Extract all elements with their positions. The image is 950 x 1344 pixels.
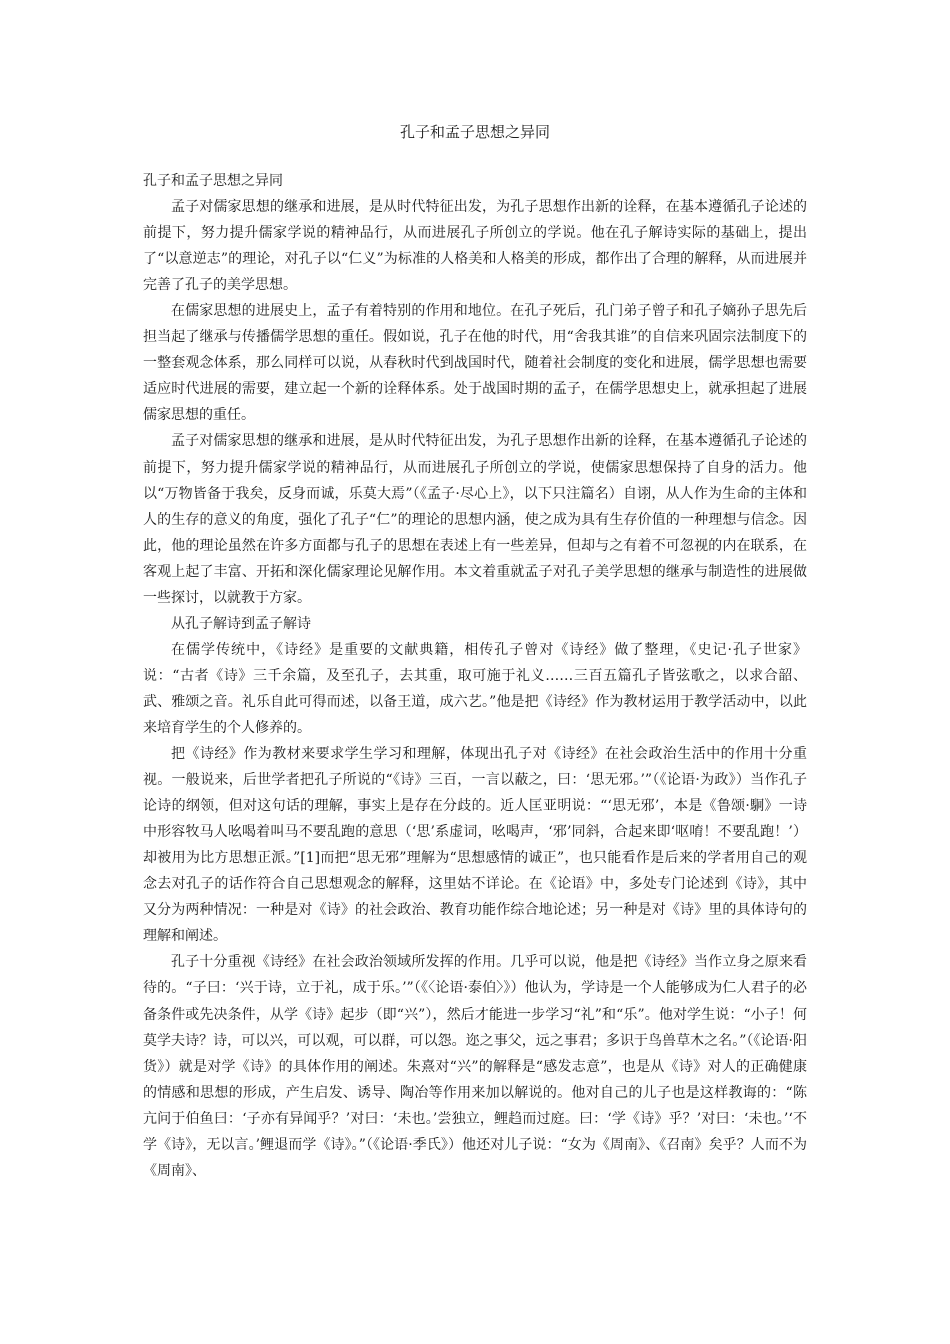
paragraph: 把《诗经》作为教材来要求学生学习和理解，体现出孔子对《诗经》在社会政治生活中的作用十分重视。一般说来，后世学者把孔子所说的“《诗》三百，一言以蔽之，曰：‘思无邪。’”（《论语·为政》）当作孔子论诗的纲领，但对这句话的理解，事实上是存在分歧的。近人匡亚明说：“‘思无邪’，本是《鲁颂·駉》一诗中形容牧马人吆喝着叫马不要乱跑的意思（‘思’系虚词，吆喝声，‘邪’同斜，合起来即‘呕唷！不要乱跑！’）却被用为比方思想正派。”[1]而把“思无邪”理解为“思想感情的诚正”，也只能看作是后来的学者用自己的观念去对孔子的话作符合自己思想观念的解释，这里姑不详论。在《论语》中，多处专门论述到《诗》，其中又分为两种情况：一种是对《诗》的社会政治、教育功能作综合地论述；另一种是对《诗》里的具体诗句的理解和阐述。 bbox=[143, 746, 807, 945]
paragraph: 孟子对儒家思想的继承和进展，是从时代特征出发，为孔子思想作出新的诠释，在基本遵循孔子论述的前提下，努力提升儒家学说的精神品行，从而进展孔子所创立的学说。他在孔子解诗实际的基础上，提出了“以意逆志”的理论，对孔子以“仁义”为标准的人格美和人格美的形成，都作出了合理的解释，从而进展并完善了孔子的美学思想。 bbox=[143, 199, 807, 294]
paragraph: 在儒学传统中，《诗经》是重要的文献典籍，相传孔子曾对《诗经》做了整理，《史记·孔子世家》说：“古者《诗》三千余篇，及至孔子，去其重，取可施于礼义……三百五篇孔子皆弦歌之，以求合韶、武、雅颂之音。礼乐自此可得而述，以备王道，成六艺。”他是把《诗经》作为教材运用于教学活动中，以此来培育学生的个人修养的。 bbox=[143, 641, 807, 736]
section-heading: 从孔子解诗到孟子解诗 bbox=[171, 615, 311, 632]
paragraph: 在儒家思想的进展史上，孟子有着特别的作用和地位。在孔子死后，孔门弟子曾子和孔子嫡孙子思先后担当起了继承与传播儒学思想的重任。假如说，孔子在他的时代，用“舍我其谁”的自信来巩固宗法制度下的一整套观念体系，那么同样可以说，从春秋时代到战国时代，随着社会制度的变化和进展，儒学思想也需要适应时代进展的需要，建立起一个新的诠释体系。处于战国时期的孟子，在儒学思想史上，就承担起了进展儒家思想的重任。 bbox=[143, 303, 807, 424]
paragraph: 孟子对儒家思想的继承和进展，是从时代特征出发，为孔子思想作出新的诠释，在基本遵循孔子论述的前提下，努力提升儒家学说的精神品行，从而进展孔子所创立的学说，使儒家思想保持了自身的活力。他以“万物皆备于我矣，反身而诚，乐莫大焉”（《孟子·尽心上》，以下只注篇名）自诩，从人作为生命的主体和人的生存的意义的角度，强化了孔子“仁”的理论的思想内涵，使之成为具有生存价值的一种理想与信念。因此，他的理论虽然在许多方面都与孔子的思想在表述上有一些差异，但却与之有着不可忽视的内在联系，在客观上起了丰富、开拓和深化儒家理论见解作用。本文着重就孟子对孔子美学思想的继承与制造性的进展做一些探讨，以就教于方家。 bbox=[143, 433, 807, 606]
section-heading: 孔子和孟子思想之异同 bbox=[143, 173, 283, 189]
document-page bbox=[143, 122, 807, 1184]
document-title: 孔子和孟子思想之异同 bbox=[399, 123, 550, 141]
paragraph: 孔子十分重视《诗经》在社会政治领域所发挥的作用。几乎可以说，他是把《诗经》当作立身之原来看待的。“子曰：‘兴于诗，立于礼，成于乐。’”（《〈论语·泰伯〉》）他认为，学诗是一个人能够成为仁人君子的必备条件或先决条件，从学《诗》起步（即“兴”），然后才能进一步学习“礼”和“乐”。他对学生说：“小子！何莫学夫诗？诗，可以兴，可以观，可以群，可以怨。迩之事父，远之事君；多识于鸟兽草木之名。”（《论语·阳货》）就是对学《诗》的具体作用的阐述。朱熹对“兴”的解释是“感发志意”，也是从《诗》对人的正确健康的情感和思想的形成，产生启发、诱导、陶冶等作用来加以解说的。他对自己的儿子也是这样教诲的：“陈亢问于伯鱼曰：‘子亦有异闻乎？’对曰：‘未也。’尝独立，鲤趋而过庭。曰：‘学《诗》乎？’对曰：‘未也。’‘不学《诗》，无以言。’鲤退而学《诗》。”（《论语·季氏》）他还对儿子说：“女为《周南》、《召南》矣乎？人而不为《周南》、 bbox=[143, 954, 807, 1179]
